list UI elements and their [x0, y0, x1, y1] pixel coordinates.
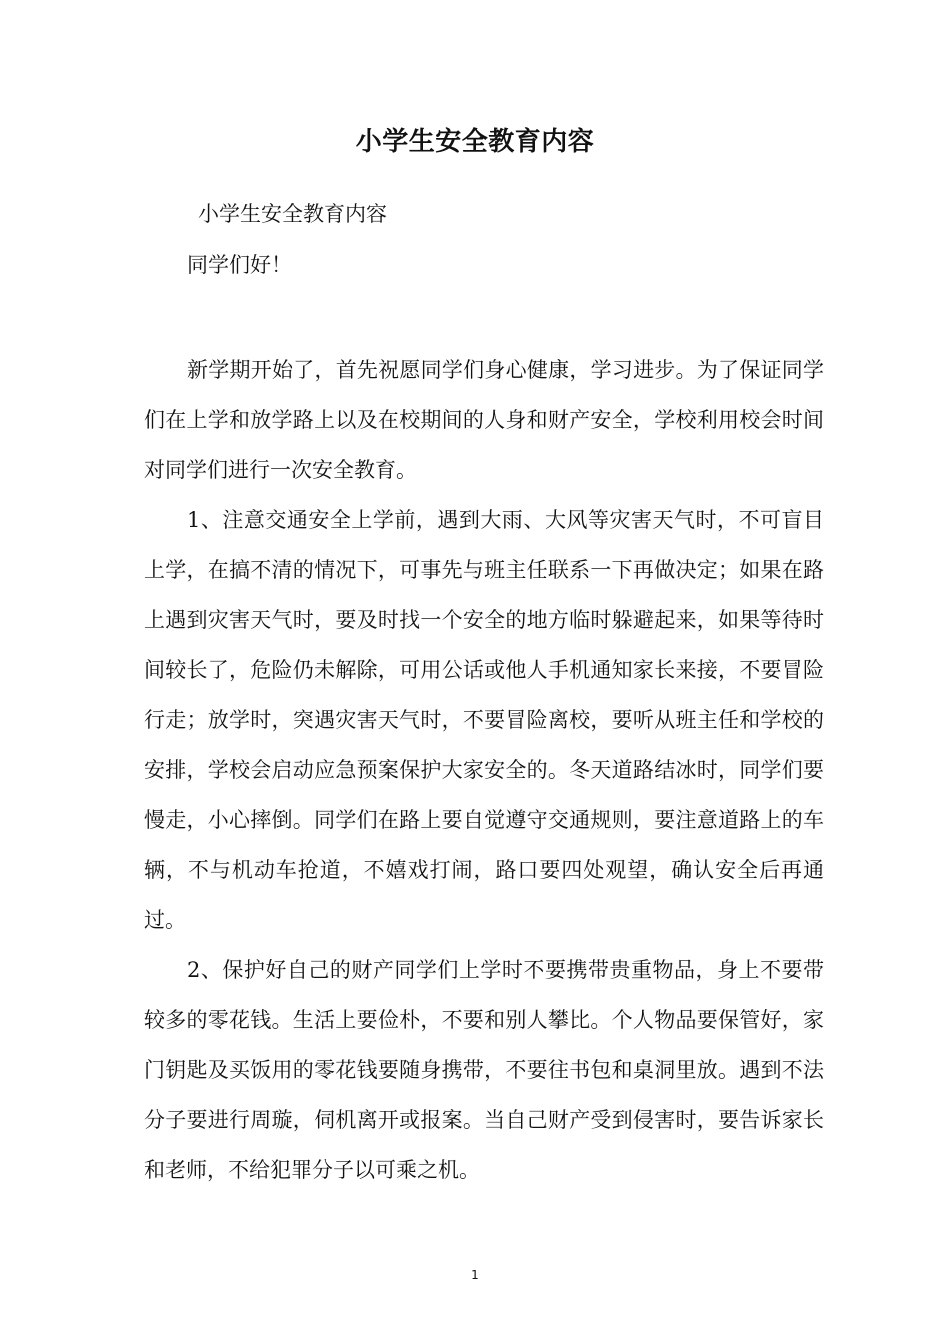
document-subtitle: 小学生安全教育内容: [198, 202, 387, 226]
page-number: 1: [471, 1268, 479, 1282]
document-title: 小学生安全教育内容: [355, 127, 595, 157]
paragraph-property-safety: 2、保护好自己的财产同学们上学时不要携带贵重物品，身上不要带较多的零花钱。生活上要俭朴，不要和别人攀比。个人物品要保管好，家门钥匙及买饭用的零花钱要随身携带，不要往书包和桌洞里放。遇到不法分子要进行周璇，伺机离开或报案。当自己财产受到侵害时，要告诉家长和老师，不给犯罪分子以可乘之机。: [144, 958, 824, 1182]
greeting-line: 同学们好！: [187, 253, 292, 277]
paragraph-intro: 新学期开始了，首先祝愿同学们身心健康，学习进步。为了保证同学们在上学和放学路上以及在校期间的人身和财产安全，学校利用校会时间对同学们进行一次安全教育。: [144, 358, 824, 482]
paragraph-traffic-safety: 1、注意交通安全上学前，遇到大雨、大风等灾害天气时，不可盲目上学，在搞不清的情况下，可事先与班主任联系一下再做决定；如果在路上遇到灾害天气时，要及时找一个安全的地方临时躲避起来，如果等待时间较长了，危险仍未解除，可用公话或他人手机通知家长来接，不要冒险行走；放学时，突遇灾害天气时，不要冒险离校，要听从班主任和学校的安排，学校会启动应急预案保护大家安全的。冬天道路结冰时，同学们要慢走，小心摔倒。同学们在路上要自觉遵守交通规则，要注意道路上的车辆，不与机动车抢道，不嬉戏打闹，路口要四处观望，确认安全后再通过。: [144, 508, 824, 932]
document-body: [144, 345, 824, 1195]
